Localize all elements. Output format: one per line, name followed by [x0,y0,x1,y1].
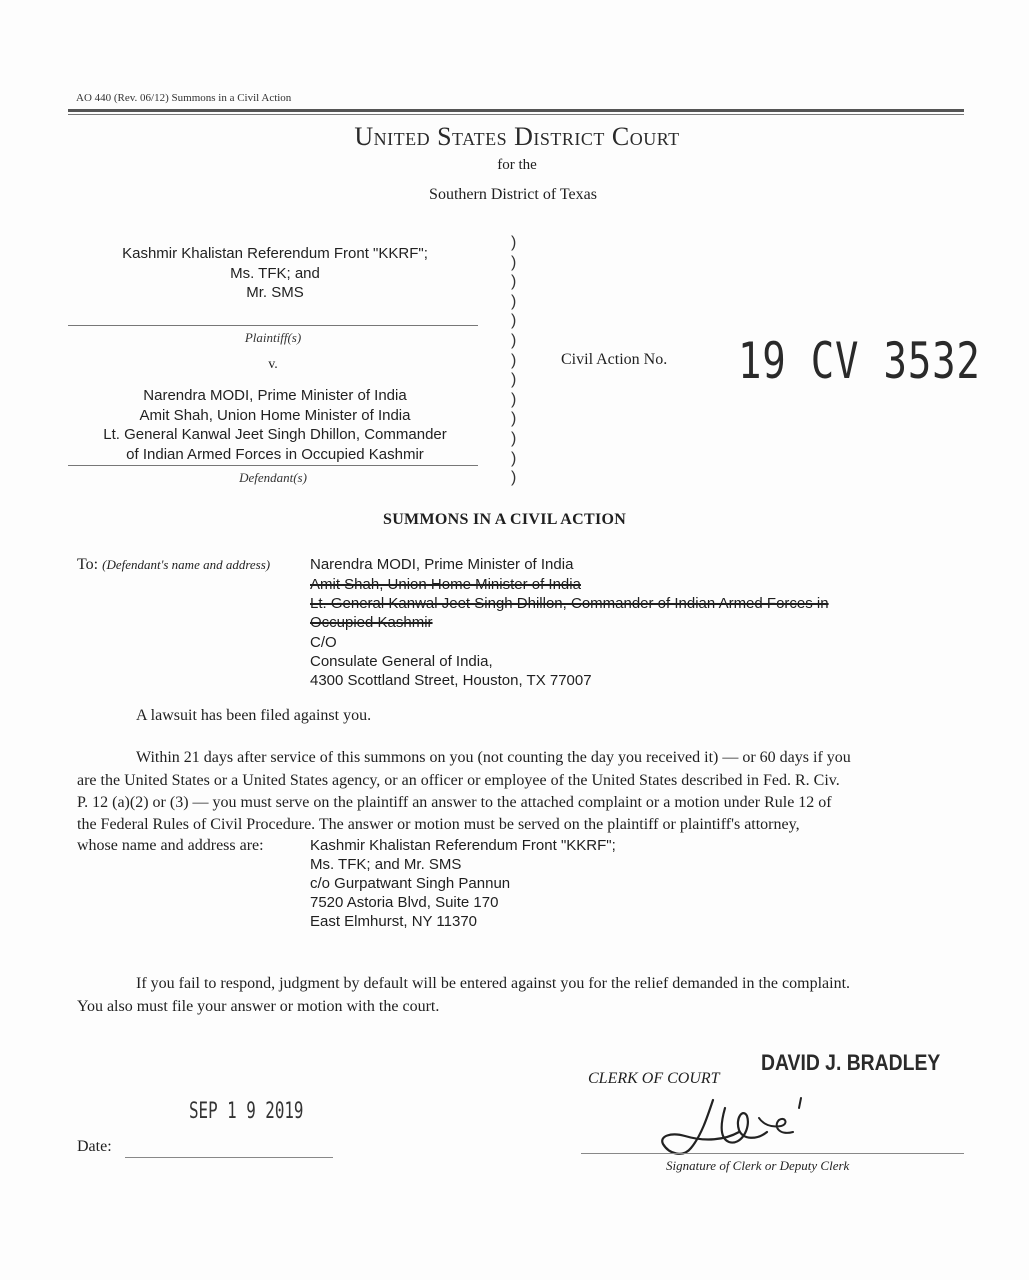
district-name: Southern District of Texas [429,186,597,203]
defendant-address-line: 4300 Scottland Street, Houston, TX 77007 [310,672,592,689]
form-identifier: AO 440 (Rev. 06/12) Summons in a Civil Action [76,92,292,104]
instructions-line: the Federal Rules of Civil Procedure. The answer or motion must be served on the plaintiff or plaintiff's attorney, [77,816,800,833]
defendant-label: Defendant(s) [239,470,307,485]
clerk-of-court-label: CLERK OF COURT [588,1070,720,1087]
instructions-line: P. 12 (a)(2) or (3) — you must serve on the plaintiff an answer to the attached complaint or a motion under Rule 12 of [77,794,832,811]
to-label-text: To: [77,556,99,573]
plaintiff-line: Ms. TFK; and [230,264,320,282]
header-rule [68,109,964,112]
defendant-line: Amit Shah, Union Home Minister of India [139,406,411,424]
defendant-address-line: Narendra MODI, Prime Minister of India [310,556,574,573]
clerk-name-stamp: DAVID J. BRADLEY [761,1050,941,1075]
attorney-address-line: c/o Gurpatwant Singh Pannun [310,875,511,892]
defendant-address-line-struck: Lt. General Kanwal Jeet Singh Dhillon, Commander of Indian Armed Forces in [310,595,829,612]
defendant-address-line-struck: Occupied Kashmir [310,614,433,631]
attorney-address-line: East Elmhurst, NY 11370 [310,913,478,930]
attorney-address-line: 7520 Astoria Blvd, Suite 170 [310,894,499,911]
civil-action-label: Civil Action No. [561,351,668,368]
to-sublabel: (Defendant's name and address) [102,557,271,572]
versus-label: v. [268,357,278,372]
date-stamp: SEP 1 9 2019 [189,1099,304,1124]
defendant-address-line: C/O [310,634,337,651]
default-warning-line: If you fail to respond, judgment by default will be entered against you for the relief demanded in the complaint. [136,975,851,992]
clerk-signature [655,1088,825,1163]
defendant-address-line-struck: Amit Shah, Union Home Minister of India [310,576,581,593]
date-label: Date: [77,1138,112,1155]
for-the-label: for the [497,157,537,173]
instructions-line: are the United States or a United States agency, or an officer or employee of the United States described in Fed. R. Civ. [77,772,840,789]
court-name: United States District Court [354,122,680,151]
signature-line [581,1153,964,1154]
date-line [125,1157,333,1158]
plaintiff-line: Mr. SMS [246,284,304,301]
defendant-line: of Indian Armed Forces in Occupied Kashmir [126,445,424,463]
plaintiff-signature-line [68,325,478,326]
attorney-address-line: Ms. TFK; and Mr. SMS [310,856,462,873]
to-label [77,556,270,574]
defendants-block [70,386,480,464]
defendant-signature-line [68,465,478,466]
header-rule-thin [68,114,964,115]
defendant-address-line: Consulate General of India, [310,653,493,670]
lawsuit-notice: A lawsuit has been filed against you. [136,707,372,724]
plaintiff-line: Kashmir Khalistan Referendum Front "KKRF"; [122,245,428,262]
caption-parentheses: ) ) ) ) ) ) ) ) ) ) ) ) ) [511,234,517,487]
case-number-stamp: 19 CV 3532 [738,332,981,390]
attorney-address-line: Kashmir Khalistan Referendum Front "KKRF"; [310,837,616,854]
summons-title: SUMMONS IN A CIVIL ACTION [383,511,627,528]
signature-caption: Signature of Clerk or Deputy Clerk [666,1158,850,1173]
defendant-line: Narendra MODI, Prime Minister of India [143,387,407,404]
attorney-label: whose name and address are: [77,837,264,854]
defendant-line: Lt. General Kanwal Jeet Singh Dhillon, Commander [103,426,447,443]
instructions-line: Within 21 days after service of this summons on you (not counting the day you received it) — or 60 days if you [136,749,851,766]
plaintiffs-block [70,244,480,303]
default-warning-line: You also must file your answer or motion with the court. [77,998,440,1015]
plaintiff-label: Plaintiff(s) [244,330,302,345]
